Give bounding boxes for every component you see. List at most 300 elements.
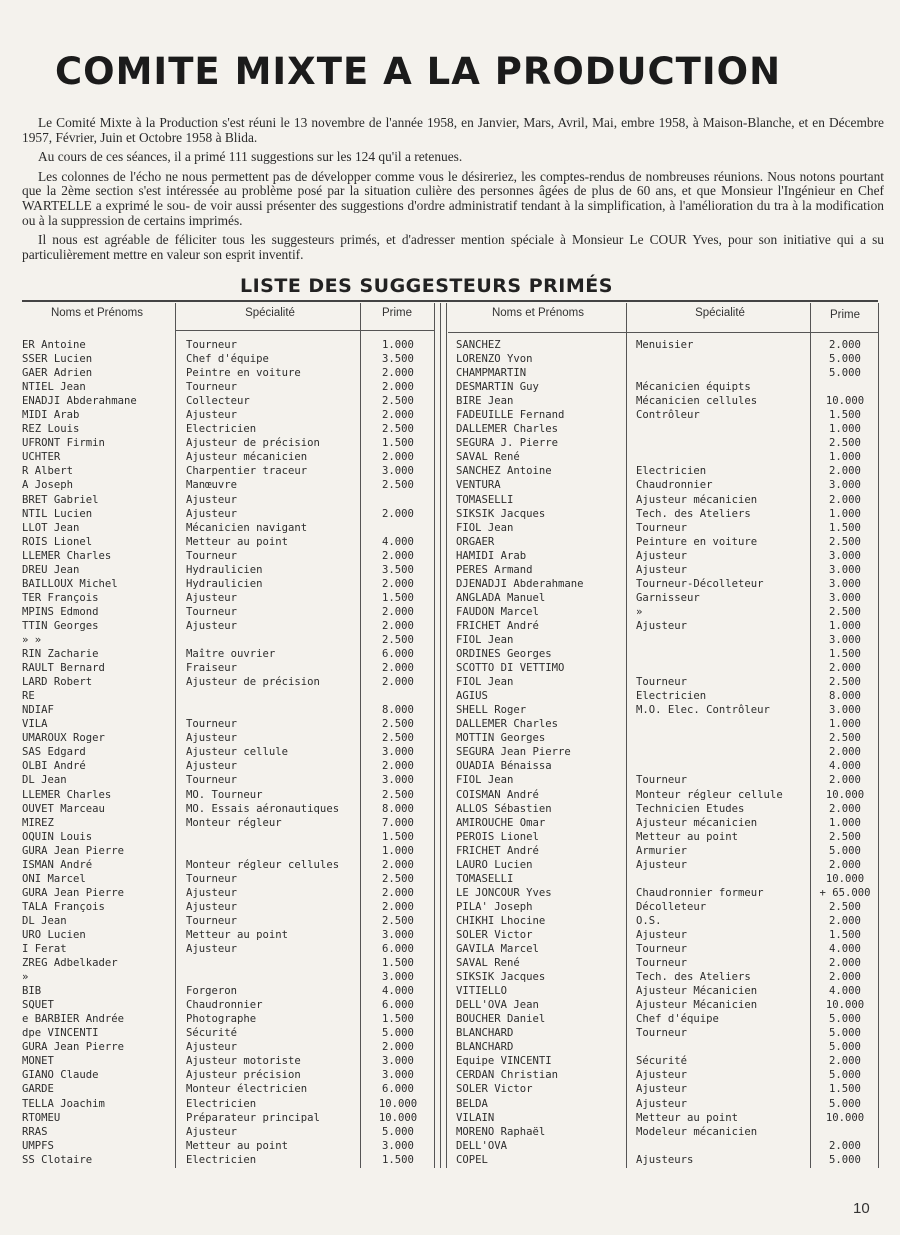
name-cell: DREU Jean	[22, 563, 80, 576]
prime-cell: 1.000	[382, 339, 414, 351]
specialty-cell: Ajusteurs	[636, 1153, 694, 1166]
specialty-cell: Photographe	[186, 1013, 257, 1026]
prime-cell: 1.500	[382, 957, 414, 970]
prime-cell: + 65.000	[819, 886, 871, 899]
prime-cell: 10.000	[378, 1111, 418, 1124]
table-row	[22, 759, 438, 773]
name-cell: DELL'OVA	[456, 1139, 508, 1152]
prime-cell: 1.000	[829, 507, 861, 520]
header-prime-left: Prime	[381, 307, 413, 319]
name-cell: OQUIN Louis	[22, 830, 93, 843]
prime-cell: 1.500	[382, 830, 414, 843]
name-cell: SOLER Victor	[456, 928, 533, 941]
header-prime-right: Prime	[829, 309, 861, 321]
specialty-cell: Ajusteur	[636, 1069, 688, 1082]
name-cell: GURA Jean Pierre	[22, 1041, 125, 1054]
specialty-cell: Préparateur principal	[186, 1111, 320, 1124]
name-cell: HAMIDI Arab	[456, 549, 527, 562]
name-cell: MIREZ	[22, 816, 54, 829]
prime-cell: 2.000	[382, 605, 414, 618]
column-divider	[446, 303, 447, 1168]
prime-cell: 3.000	[829, 704, 861, 717]
name-cell: GURA Jean Pierre	[22, 886, 125, 899]
table-row	[22, 745, 438, 759]
prime-cell: 3.000	[829, 591, 861, 604]
table-row	[448, 422, 878, 436]
table-row	[448, 1040, 878, 1054]
name-cell: SAVAL René	[456, 957, 520, 970]
prime-cell: 1.000	[829, 451, 861, 464]
name-cell: RE	[22, 690, 35, 703]
name-cell: I Ferat	[22, 943, 67, 956]
specialty-cell: Ajusteur précision	[186, 1069, 301, 1082]
specialty-cell: Ajusteur	[186, 886, 238, 899]
specialty-cell: Chaudronnier	[186, 999, 263, 1012]
prime-cell: 4.000	[382, 535, 414, 548]
name-cell: BIB	[22, 985, 42, 998]
table-row	[448, 394, 878, 408]
prime-cell: 2.500	[829, 732, 861, 745]
prime-cell: 5.000	[829, 1069, 861, 1082]
name-cell: SQUET	[22, 999, 54, 1012]
table-row	[22, 450, 438, 464]
specialty-cell: Tourneur	[186, 718, 238, 731]
table-row	[22, 858, 438, 872]
header-specialty-right: Spécialité	[695, 307, 745, 319]
specialty-cell: Forgeron	[186, 985, 238, 998]
name-cell: BAILLOUX Michel	[22, 577, 118, 590]
name-cell: SHELL Roger	[456, 704, 527, 717]
table-row	[22, 928, 438, 942]
specialty-cell: Ajusteur	[186, 1041, 238, 1054]
prime-cell: 2.000	[829, 774, 861, 787]
specialty-cell: Electricien	[186, 423, 257, 436]
specialty-cell: Electricien	[186, 1097, 257, 1110]
prime-cell: 2.000	[829, 957, 861, 970]
table-row	[22, 703, 438, 717]
name-cell: e BARBIER Andrée	[22, 1013, 125, 1026]
name-cell: ZREG Adbelkader	[22, 957, 118, 970]
table-row	[448, 773, 878, 787]
prime-cell: 2.000	[382, 858, 414, 871]
right-table	[448, 338, 878, 1167]
prime-cell: 2.000	[382, 507, 414, 520]
prime-cell: 4.000	[829, 760, 861, 773]
prime-cell: 5.000	[829, 1153, 861, 1166]
name-cell: SEGURA J. Pierre	[456, 437, 559, 450]
prime-cell: 4.000	[829, 985, 861, 998]
table-row	[22, 773, 438, 787]
specialty-cell: Contrôleur	[636, 409, 700, 422]
table-row	[448, 858, 878, 872]
table-row	[448, 886, 878, 900]
name-cell: CHIKHI Lhocine	[456, 914, 546, 927]
table-row	[448, 493, 878, 507]
name-cell: ER Antoine	[22, 339, 86, 351]
name-cell: ROIS Lionel	[22, 535, 93, 548]
table-row	[448, 830, 878, 844]
table-row	[448, 816, 878, 830]
specialty-cell: Ajusteur	[636, 1083, 688, 1096]
table-row	[448, 956, 878, 970]
prime-cell: 2.000	[382, 619, 414, 632]
prime-cell: 2.500	[829, 437, 861, 450]
table-row	[22, 689, 438, 703]
table-row	[22, 998, 438, 1012]
specialty-cell: M.O. Elec. Contrôleur	[636, 704, 770, 717]
table-row	[22, 507, 438, 521]
name-cell: FRICHET André	[456, 844, 539, 857]
name-cell: RRAS	[22, 1125, 48, 1138]
specialty-cell: Peintre en voiture	[186, 367, 301, 380]
prime-cell: 10.000	[825, 788, 865, 801]
name-cell: GIANO Claude	[22, 1069, 99, 1082]
name-cell: A Joseph	[22, 479, 74, 492]
name-cell: FADEUILLE Fernand	[456, 409, 565, 422]
table-row	[22, 872, 438, 886]
specialty-cell: Ajusteur	[636, 928, 688, 941]
table-row	[448, 619, 878, 633]
name-cell: GURA Jean Pierre	[22, 844, 125, 857]
specialty-cell: Ajusteur	[186, 732, 238, 745]
prime-cell: 1.000	[382, 844, 414, 857]
name-cell: SANCHEZ	[456, 339, 501, 351]
prime-cell: 8.000	[382, 704, 414, 717]
table-row	[22, 605, 438, 619]
name-cell: SOLER Victor	[456, 1083, 533, 1096]
specialty-cell: Charpentier traceur	[186, 465, 308, 478]
specialty-cell: Tourneur	[636, 774, 688, 787]
prime-cell: 2.000	[382, 549, 414, 562]
specialty-cell: Manœuvre	[186, 479, 238, 492]
name-cell: DESMARTIN Guy	[456, 381, 539, 394]
prime-cell: 2.000	[382, 900, 414, 913]
name-cell: SIKSIK Jacques	[456, 507, 546, 520]
table-row	[448, 408, 878, 422]
name-cell: SAVAL René	[456, 451, 520, 464]
specialty-cell: Technicien Etudes	[636, 802, 745, 815]
specialty-cell: Tourneur	[186, 549, 238, 562]
specialty-cell: Collecteur	[186, 395, 250, 408]
prime-cell: 3.000	[382, 971, 414, 984]
table-row	[448, 1097, 878, 1111]
specialty-cell: Metteur au point	[636, 830, 739, 843]
name-cell: SANCHEZ Antoine	[456, 465, 552, 478]
prime-cell: 3.000	[829, 577, 861, 590]
specialty-cell: Ajusteur	[636, 619, 688, 632]
specialty-cell: Modeleur mécanicien	[636, 1125, 758, 1138]
prime-cell: 6.000	[382, 943, 414, 956]
specialty-cell: Chaudronnier	[636, 479, 713, 492]
name-cell: FIOL Jean	[456, 633, 514, 646]
specialty-cell: Tech. des Ateliers	[636, 971, 751, 984]
table-row	[22, 1125, 438, 1139]
table-row	[448, 928, 878, 942]
name-cell: DALLEMER Charles	[456, 423, 559, 436]
intro-paragraph-1: Le Comité Mixte à la Production s'est réuni le 13 novembre de l'année 1958, en Janvier, Mars, Avril, Mai, embre 1958, à Maison-Blanche, et en Décembre 1957, Février, Juin et Octobre 1958 à Blida.	[22, 115, 884, 145]
specialty-cell: Tech. des Ateliers	[636, 507, 751, 520]
name-cell: UFRONT Firmin	[22, 437, 105, 450]
name-cell: LLOT Jean	[22, 521, 80, 534]
table-row	[448, 1054, 878, 1068]
name-cell: TOMASELLI	[456, 872, 514, 885]
prime-cell: 2.000	[829, 662, 861, 675]
prime-cell: 3.000	[382, 928, 414, 941]
specialty-cell: Tourneur	[636, 943, 688, 956]
table-row	[448, 1068, 878, 1082]
table-row	[22, 352, 438, 366]
table-row	[448, 535, 878, 549]
table-row	[22, 900, 438, 914]
name-cell: MPINS Edmond	[22, 605, 99, 618]
specialty-cell: Ajusteur	[636, 1097, 688, 1110]
name-cell: FAUDON Marcel	[456, 605, 539, 618]
name-cell: MORENO Raphaël	[456, 1125, 546, 1138]
table-row	[448, 703, 878, 717]
list-title: LISTE DES SUGGESTEURS PRIMÉS	[240, 275, 613, 297]
specialty-cell: Ajusteur	[186, 493, 238, 506]
table-row	[22, 942, 438, 956]
table-row	[22, 914, 438, 928]
specialty-cell: Tourneur	[186, 605, 238, 618]
name-cell: MONET	[22, 1055, 54, 1068]
table-row	[22, 493, 438, 507]
prime-cell: 2.500	[382, 872, 414, 885]
name-cell: NTIEL Jean	[22, 381, 86, 394]
header-rule-right	[448, 332, 878, 333]
name-cell: VITIELLO	[456, 985, 508, 998]
table-row	[448, 507, 878, 521]
name-cell: CHAMPMARTIN	[456, 367, 527, 380]
header-names-left: Noms et Prénoms	[50, 307, 144, 319]
prime-cell: 5.000	[382, 1125, 414, 1138]
prime-cell: 10.000	[378, 1097, 418, 1110]
table-row	[22, 1082, 438, 1096]
name-cell: OLBI André	[22, 760, 86, 773]
table-row	[22, 422, 438, 436]
table-row	[22, 380, 438, 394]
table-row	[22, 788, 438, 802]
prime-cell: 1.500	[829, 521, 861, 534]
prime-cell: 3.000	[382, 465, 414, 478]
table-row	[448, 521, 878, 535]
prime-cell: 4.000	[382, 985, 414, 998]
prime-cell: 3.500	[382, 353, 414, 366]
name-cell: VILA	[22, 718, 48, 731]
prime-cell: 3.000	[382, 774, 414, 787]
table-row	[448, 436, 878, 450]
specialty-cell: Electricien	[186, 1153, 257, 1166]
specialty-cell: Ajusteur	[186, 760, 238, 773]
prime-cell: 5.000	[829, 1097, 861, 1110]
prime-cell: 2.000	[829, 339, 861, 351]
prime-cell: 1.000	[829, 423, 861, 436]
specialty-cell: Sécurité	[186, 1027, 238, 1040]
name-cell: SEGURA Jean Pierre	[456, 746, 571, 759]
prime-cell: 3.000	[382, 1055, 414, 1068]
name-cell: UMPFS	[22, 1139, 54, 1152]
prime-cell: 5.000	[829, 1013, 861, 1026]
table-row	[22, 478, 438, 492]
table-row	[448, 745, 878, 759]
specialty-cell: Ajusteur	[186, 619, 238, 632]
prime-cell: 1.500	[382, 1013, 414, 1026]
name-cell: SS Clotaire	[22, 1153, 93, 1166]
prime-cell: 2.000	[382, 367, 414, 380]
name-cell: PILA' Joseph	[456, 900, 533, 913]
prime-cell: 3.000	[382, 1139, 414, 1152]
prime-cell: 2.000	[829, 971, 861, 984]
name-cell: OUVET Marceau	[22, 802, 105, 815]
table-row	[448, 900, 878, 914]
prime-cell: 3.500	[382, 563, 414, 576]
prime-cell: 2.000	[382, 409, 414, 422]
prime-cell: 2.500	[829, 676, 861, 689]
name-cell: BELDA	[456, 1097, 488, 1110]
name-cell: TOMASELLI	[456, 493, 514, 506]
intro-text	[22, 116, 884, 267]
specialty-cell: Tourneur	[636, 1027, 688, 1040]
prime-cell: 2.500	[382, 395, 414, 408]
name-cell: URO Lucien	[22, 928, 86, 941]
name-cell: PEROIS Lionel	[456, 830, 539, 843]
table-row	[22, 633, 438, 647]
prime-cell: 2.000	[382, 760, 414, 773]
specialty-cell: Metteur au point	[186, 928, 289, 941]
table-row	[22, 1040, 438, 1054]
page-title: COMITE MIXTE A LA PRODUCTION	[55, 50, 782, 93]
table-row	[22, 549, 438, 563]
specialty-cell: Tourneur	[186, 381, 238, 394]
name-cell: GAER Adrien	[22, 367, 93, 380]
name-cell: MOTTIN Georges	[456, 732, 546, 745]
name-cell: FIOL Jean	[456, 676, 514, 689]
specialty-cell: Tourneur	[186, 872, 238, 885]
prime-cell: 1.000	[829, 619, 861, 632]
table-row	[22, 1097, 438, 1111]
prime-cell: 3.000	[382, 746, 414, 759]
name-cell: REZ Louis	[22, 423, 80, 436]
name-cell: DL Jean	[22, 774, 67, 787]
table-row	[22, 717, 438, 731]
prime-cell: 2.000	[829, 746, 861, 759]
specialty-cell: Sécurité	[636, 1055, 688, 1068]
table-row	[448, 872, 878, 886]
name-cell: RIN Zacharie	[22, 648, 99, 661]
prime-cell: 10.000	[825, 872, 865, 885]
table-row	[22, 731, 438, 745]
name-cell: GAVILA Marcel	[456, 943, 539, 956]
table-row	[448, 802, 878, 816]
name-cell: SAS Edgard	[22, 746, 86, 759]
specialty-cell: Monteur régleur cellule	[636, 788, 783, 801]
table-row	[22, 1111, 438, 1125]
table-row	[448, 1139, 878, 1153]
table-row	[22, 408, 438, 422]
table-row	[22, 535, 438, 549]
table-row	[22, 1012, 438, 1026]
name-cell: CERDAN Christian	[456, 1069, 559, 1082]
table-row	[448, 380, 878, 394]
prime-cell: 1.500	[829, 648, 861, 661]
table-row	[22, 563, 438, 577]
prime-cell: 5.000	[829, 353, 861, 366]
name-cell: TTIN Georges	[22, 619, 99, 632]
table-row	[448, 1012, 878, 1026]
prime-cell: 2.000	[829, 1055, 861, 1068]
left-table	[22, 338, 438, 1167]
prime-cell: 3.000	[829, 549, 861, 562]
table-row	[448, 788, 878, 802]
table-row	[22, 830, 438, 844]
header-names-right: Noms et Prénoms	[491, 307, 585, 319]
name-cell: SCOTTO DI VETTIMO	[456, 662, 565, 675]
name-cell: ENADJI Abderahmane	[22, 395, 137, 408]
table-row	[22, 956, 438, 970]
prime-cell: 1.500	[829, 1083, 861, 1096]
specialty-cell: Tourneur	[186, 774, 238, 787]
table-row	[22, 816, 438, 830]
name-cell: LAURO Lucien	[456, 858, 533, 871]
header-rule-left	[175, 330, 435, 331]
table-row	[22, 366, 438, 380]
table-row	[448, 633, 878, 647]
column-divider	[440, 303, 441, 1168]
specialty-cell: Ajusteur motoriste	[186, 1055, 301, 1068]
table-row	[22, 647, 438, 661]
table-row	[22, 577, 438, 591]
name-cell: BOUCHER Daniel	[456, 1013, 546, 1026]
table-row	[448, 366, 878, 380]
name-cell: PERES Armand	[456, 563, 533, 576]
name-cell: TALA François	[22, 900, 105, 913]
prime-cell: 1.500	[382, 437, 414, 450]
specialty-cell: Mécanicien navigant	[186, 521, 308, 534]
specialty-cell: Ajusteur	[186, 943, 238, 956]
table-row	[22, 1026, 438, 1040]
specialty-cell: Tourneur-Décolleteur	[636, 577, 764, 590]
name-cell: GARDE	[22, 1083, 54, 1096]
specialty-cell: O.S.	[636, 914, 662, 927]
name-cell: NTIL Lucien	[22, 507, 93, 520]
prime-cell: 2.000	[382, 662, 414, 675]
table-row	[448, 844, 878, 858]
specialty-cell: Chef d'équipe	[186, 353, 269, 366]
specialty-cell: Décolleteur	[636, 900, 707, 913]
prime-cell: 5.000	[829, 844, 861, 857]
specialty-cell: Tourneur	[186, 914, 238, 927]
name-cell: FRICHET André	[456, 619, 539, 632]
table-row	[448, 577, 878, 591]
specialty-cell: Ajusteur	[186, 900, 238, 913]
name-cell: DL Jean	[22, 914, 67, 927]
table-row	[22, 675, 438, 689]
name-cell: »	[22, 971, 29, 984]
table-row	[22, 886, 438, 900]
table-row	[448, 998, 878, 1012]
table-row	[22, 984, 438, 998]
prime-cell: 2.500	[382, 479, 414, 492]
name-cell: VENTURA	[456, 479, 501, 492]
prime-cell: 2.000	[829, 914, 861, 927]
table-row	[448, 689, 878, 703]
prime-cell: 6.000	[382, 648, 414, 661]
specialty-cell: Ajusteur	[186, 591, 238, 604]
name-cell: Equipe VINCENTI	[456, 1055, 552, 1068]
specialty-cell: Electricien	[636, 690, 707, 703]
name-cell: UCHTER	[22, 451, 61, 464]
table-row	[448, 352, 878, 366]
